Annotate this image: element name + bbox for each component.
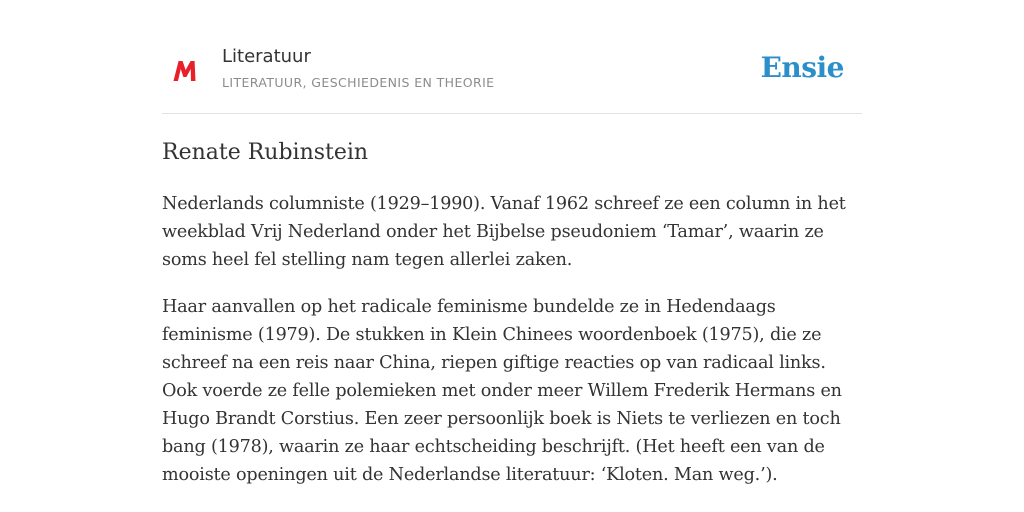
page-container [162,0,862,485]
header [162,0,862,114]
logo-m-graphic [172,57,198,83]
category-subtitle: LITERATUUR, GESCHIEDENIS EN THEORIE [222,75,495,90]
literatuur-logo-icon[interactable] [172,57,198,83]
site-logo-ensie[interactable]: Ensie [760,51,844,84]
article-title: Renate Rubinstein [162,140,369,165]
category-title[interactable]: Literatuur [222,46,311,67]
article-paragraph-1: Nederlands columniste (1929–1990). Vanaf 1962 schreef ze een column in het weekblad Vrij Nederland onder het Bijbelse pseudoniem ‘Tamar’, waarin ze soms heel fel stelling nam tegen allerlei zaken. [162,194,846,270]
article-paragraph-2: Haar aanvallen op het radicale feminisme bundelde ze in Hedendaags feminisme (1979). De stukken in Klein Chinees woordenboek (1975), die ze schreef na een reis naar China, riepen giftige reacties op van radicaal links. Ook voerde ze felle polemieken met onder meer Willem Frederik Hermans en Hugo Brandt Corstius. Een zeer persoonlijk boek is Niets te verliezen en toch bang (1978), waarin ze haar echtscheiding beschrijft. (Het heeft een van de mooiste openingen uit de Nederlandse literatuur: ‘Kloten. Man weg.’). [162,297,842,485]
